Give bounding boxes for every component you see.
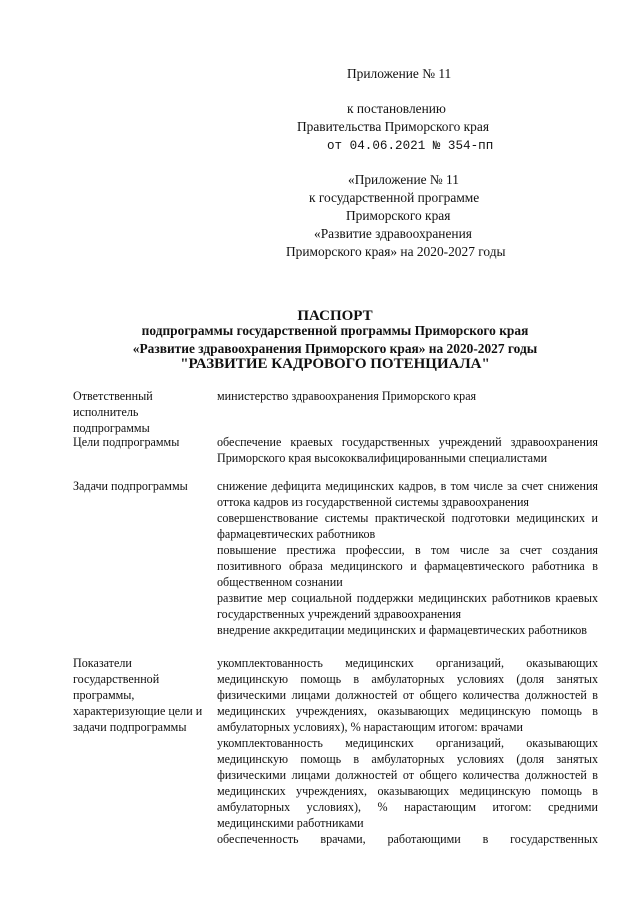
indicator-item: обеспеченность врачами, работающими в государственных — [217, 832, 598, 846]
row-label-responsible: Ответственный исполнитель подпрограммы — [73, 389, 153, 435]
task-item: снижение дефицита медицинских кадров, в том числе за счет снижения оттока кадров из государственной системы здравоохранения — [217, 479, 598, 509]
government-ref: Правительства Приморского края — [297, 119, 489, 134]
task-item: внедрение аккредитации медицинских и фармацевтических работников — [217, 623, 587, 637]
row-label-goals: Цели подпрограммы — [73, 435, 180, 449]
row-value-indicators — [217, 655, 598, 847]
indicator-item: укомплектованность медицинских организаций, оказывающих медицинскую помощь в амбулаторных условиях (доля занятых физическими лицами должностей от общего количества должностей в медицинских учреждениях, оказывающих медицинскую помощь в амбулаторных условиях), % нарастающим итогом: средними медицинскими работниками — [217, 736, 598, 830]
appendix-number-2: «Приложение № 11 — [348, 172, 459, 187]
row-value-goals: обеспечение краевых государственных учреждений здравоохранения Приморского края высококвалифицированными специалистами — [217, 435, 598, 465]
task-item: повышение престижа профессии, в том числе за счет создания позитивного образа медицинского и фармацевтического работника в общественном сознании — [217, 543, 598, 589]
program-name: «Развитие здравоохранения — [314, 226, 472, 241]
row-label-indicators: Показатели государственной программы, характеризующие цели и задачи подпрограммы — [73, 656, 203, 734]
passport-subtitle-2: «Развитие здравоохранения Приморского края» на 2020-2027 годы — [132, 341, 538, 356]
task-item: развитие мер социальной поддержки медицинских работников краевых государственных учреждений здравоохранения — [217, 591, 598, 621]
row-label-tasks: Задачи подпрограммы — [73, 479, 188, 493]
resolution-ref: к постановлению — [347, 101, 446, 116]
resolution-date-number: от 04.06.2021 № 354-пп — [327, 139, 494, 153]
program-ref: к государственной программе — [309, 190, 480, 205]
passport-title: ПАСПОРТ — [297, 308, 373, 324]
row-value-responsible: министерство здравоохранения Приморского края — [217, 389, 477, 403]
task-item: совершенствование системы практической подготовки медицинских и фармацевтических работников — [217, 511, 598, 541]
appendix-number: Приложение № 11 — [347, 66, 452, 81]
program-region: Приморского края — [346, 208, 451, 223]
row-value-tasks — [217, 478, 598, 638]
indicator-item: укомплектованность медицинских организаций, оказывающих медицинскую помощь в амбулаторных условиях (доля занятых физическими лицами должностей от общего количества должностей в медицинских учреждениях, оказывающих медицинскую помощь в амбулаторных условиях), % нарастающим итогом: врачами — [217, 656, 598, 734]
passport-subtitle-3: "РАЗВИТИЕ КАДРОВОГО ПОТЕНЦИАЛА" — [180, 356, 490, 372]
passport-subtitle-1: подпрограммы государственной программы Приморского края — [141, 323, 529, 338]
program-years: Приморского края» на 2020-2027 годы — [286, 244, 506, 259]
